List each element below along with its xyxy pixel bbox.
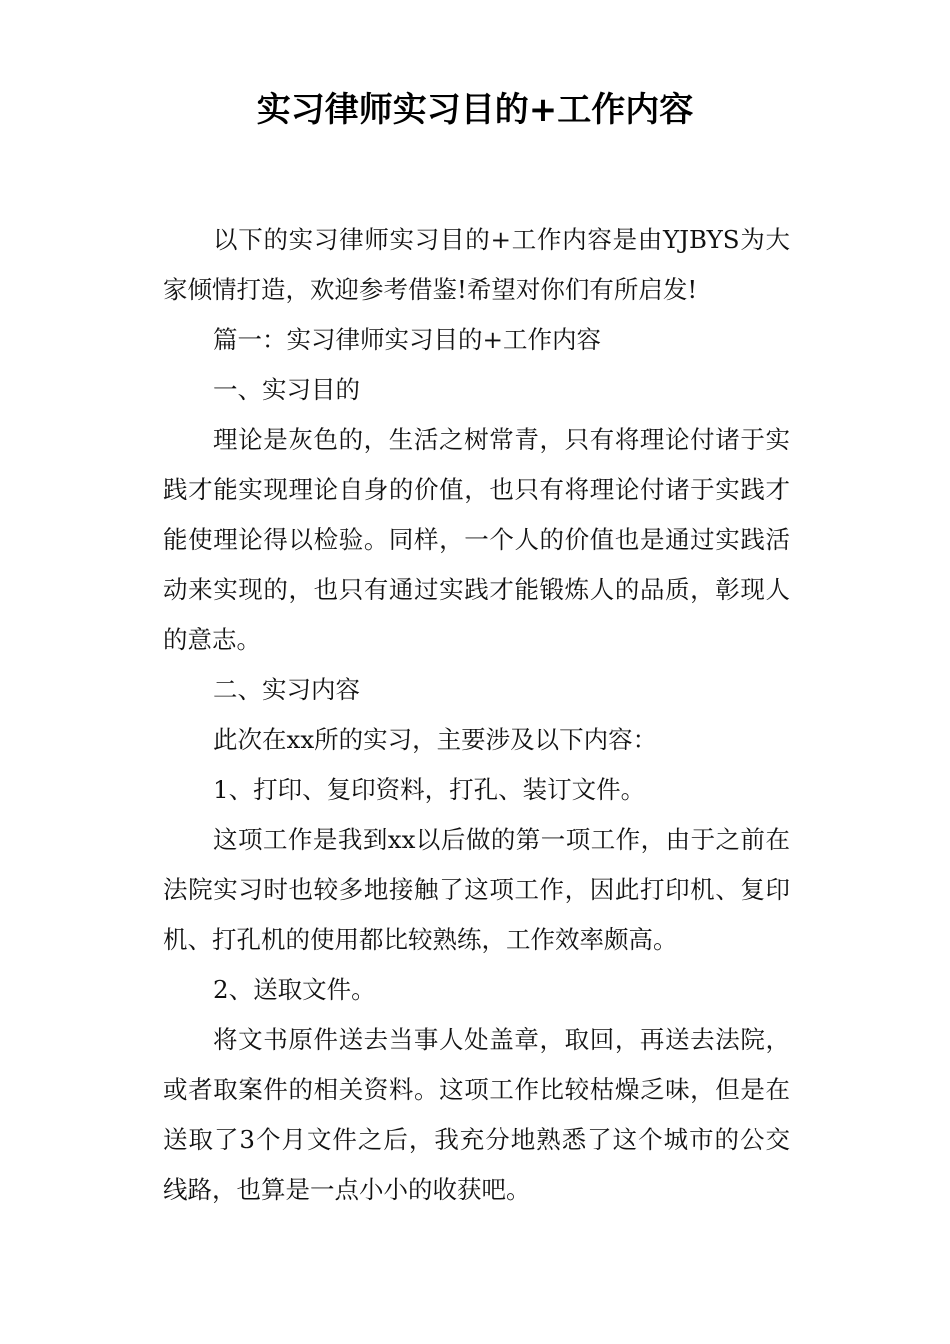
item-heading-printing: 1、打印、复印资料，打孔、装订文件。: [213, 775, 646, 804]
section-heading-content: 二、实习内容: [213, 675, 360, 704]
content-intro-paragraph: 此次在xx所的实习，主要涉及以下内容：: [213, 725, 658, 754]
document-body: [163, 215, 790, 1215]
item-heading-delivery: 2、送取文件。: [213, 975, 376, 1004]
document-title: 实习律师实习目的+工作内容: [256, 90, 694, 130]
section-heading-purpose: 一、实习目的: [213, 375, 360, 404]
intro-paragraph: 以下的实习律师实习目的+工作内容是由YJBYS为大家倾情打造，欢迎参考借鉴!希望对你们有所启发!: [163, 225, 790, 304]
purpose-paragraph: 理论是灰色的，生活之树常青，只有将理论付诸于实践才能实现理论自身的价值，也只有将理论付诸于实践才能使理论得以检验。同样，一个人的价值也是通过实践活动来实现的，也只有通过实践才能锻炼人的品质，彰现人的意志。: [163, 425, 790, 654]
delivery-paragraph: 将文书原件送去当事人处盖章，取回，再送去法院，或者取案件的相关资料。这项工作比较枯燥乏味，但是在送取了3个月文件之后，我充分地熟悉了这个城市的公交线路，也算是一点小小的收获吧。: [163, 1025, 790, 1204]
printing-paragraph: 这项工作是我到xx以后做的第一项工作，由于之前在法院实习时也较多地接触了这项工作，因此打印机、复印机、打孔机的使用都比较熟练，工作效率颇高。: [163, 825, 790, 954]
chapter-heading: 篇一：实习律师实习目的+工作内容: [213, 325, 602, 354]
